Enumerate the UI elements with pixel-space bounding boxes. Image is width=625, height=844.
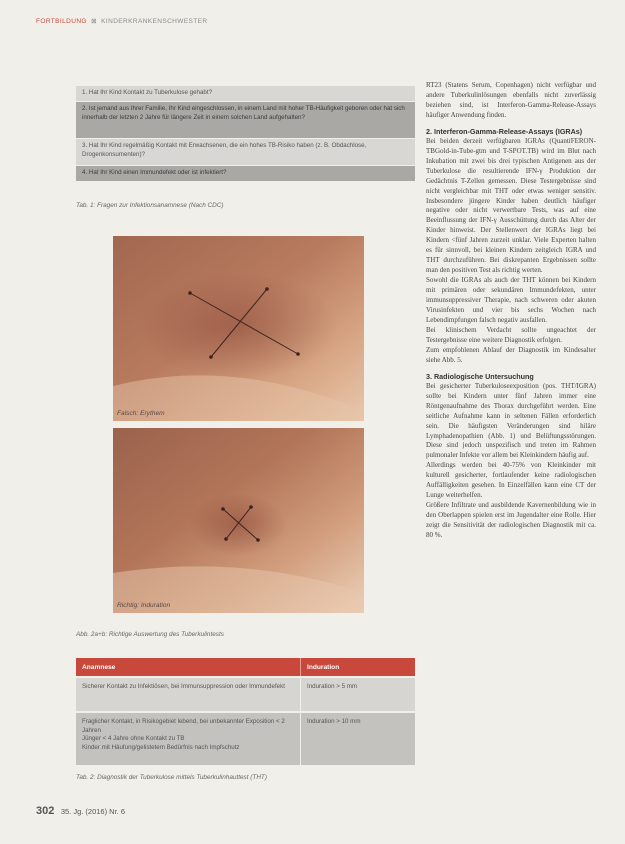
body-text-column	[426, 81, 596, 541]
paragraph: Bei klinischem Verdacht sollte ungeachtet der Testergebnisse eine weitere Diagnostik erfolgen.	[426, 325, 596, 344]
table-row	[76, 713, 415, 765]
photo1-label: Falsch: Erythem	[117, 410, 165, 417]
paragraph: RT23 (Statens Serum, Copenhagen) nicht verfügbar und andere Tuberkulinlösungen ebenfalls nicht zuverlässig beziehen sind, ist Interferon-Gamma-Release-Assays häufiger Anwendung finden.	[426, 81, 596, 119]
photo2-label: Richtig: Induration	[117, 602, 171, 609]
question-row: 2. Ist jemand aus Ihrer Familie, Ihr Kind eingeschlossen, in einem Land mit hoher TB-Häufigkeit geboren oder hat sich innerhalb der letzten 2 Jahre für längere Zeit in einem solchen Land aufgehalten?	[76, 102, 415, 139]
header-separator-icon: ⊠	[91, 18, 97, 25]
paragraph: Zum empfohlenen Ablauf der Diagnostik im Kindesalter siehe Abb. 5.	[426, 345, 596, 364]
table-row	[76, 678, 415, 711]
page-number: 302	[36, 805, 55, 817]
header-anamnese: Anamnese	[82, 663, 116, 671]
question-row: 4. Hat Ihr Kind einen Immundefekt oder ist infektiert?	[76, 166, 415, 182]
cell-induration: Induration > 5 mm	[300, 678, 415, 711]
paragraph: Bei beiden derzeit verfügbaren IGRAs (QuantiFERON-TBGold-in-Tube-gtm und T-SPOT.TB) wird im Blut nach Inkubation mit zwei bis drei typischen Antigenen aus der Tuberkulose die resultierende IFN-γ Produktion der Gedächtnis T-Zellen gemessen. Diese Testergebnisse sind nicht vergleichbar mit THT oder etwas weniger sensitiv. Insbesondere jüngere Kinder haben deutlich häufiger negative oder nicht verwertbare Tests, was auf eine Beeinflussung der IFN-γ Ausschüttung durch das Alter der Kinder hinweist. Der Stellenwert der IGRAs liegt bei Kindern <fünf Jahren zurzeit unklar. Viele Experten halten es für sinnvoll, bei kleinen Kindern zeitgleich IGRA und THT durchzuführen. Bei diskrepanten Ergebnissen sollte man den positiven Test als richtig werten.	[426, 136, 596, 275]
cell-anamnese: Fraglicher Kontakt, in Risikogebiet lebend, bei unbekannter Exposition < 2 Jahren Jünger < 4 Jahre ohne Kontakt zu TB Kinder mit Häufung/gelistetem Bedürfnis nach Impfschutz	[82, 718, 285, 751]
table-header-row	[76, 658, 415, 676]
section-heading: 2. Interferon-Gamma-Release-Assays (IGRAs)	[426, 126, 583, 136]
table1-caption: Tab. 1: Fragen zur Infektionsanamnese (Nach CDC)	[76, 202, 224, 209]
cell-anamnese: Sicherer Kontakt zu Infektiösen, bei Immunsuppression oder Immundefekt	[82, 683, 285, 690]
paragraph: Allerdings werden bei 40-75% von Kleinkinder mit kulturell gesicherter, fortlaufender keine radiologischen Auffälligkeiten gesehen. In Einzelfällen kann eine CT der Lunge weiterhelfen.	[426, 461, 596, 500]
cell-induration: Induration > 10 mm	[300, 713, 415, 765]
running-header	[36, 17, 208, 25]
paragraph: Bei gesicherter Tuberkuloseexposition (pos. THT/IGRA) sollte bei Kindern unter fünf Jahren immer eine Röntgenaufnahme des Thorax durchgeführt werden. Eine seitliche Aufnahme kann in seltenen Fällen erforderlich sein. Die häufigsten Veränderungen sind hiläre Lymphadenopathien (Abb. 1) und Belüftungsstörungen. Diese sind jedoch unspezifisch und treten im Rahmen pulmonaler Infekte vor allem bei Kleinkindern häufig auf.	[426, 381, 596, 460]
photo-induration	[113, 428, 364, 613]
header-topic: KINDERKRANKENSCHWESTER	[101, 18, 208, 25]
question-row: 1. Hat Ihr Kind Kontakt zu Tuberkulose gehabt?	[76, 86, 415, 102]
header-section: FORTBILDUNG	[36, 18, 87, 25]
paragraph: Größere Infiltrate und ausbildende Kavernenbildung wie in den Oberlappen spielen erst im Jugendalter eine Rolle. Hier zeigt die Sensitivität der radiologischen Diagnostik mit ca. 80 %.	[426, 501, 596, 540]
table2-caption: Tab. 2: Diagnostik der Tuberkulose mittels Tuberkulinhauttest (THT)	[76, 774, 267, 781]
photo-erythema	[113, 236, 364, 421]
paragraph: Sowohl die IGRAs als auch der THT können bei Kindern mit primären oder sekundären Immundefekten, unter immunsuppressiver Therapie, nach schweren oder akuten Virusinfekten und vier bis sechs Wochen nach Lebendimpfungen falsch negativ ausfallen.	[426, 276, 596, 324]
issue-info: 35. Jg. (2016) Nr. 6	[60, 807, 126, 816]
figure-caption: Abb. 2a+b: Richtige Auswertung des Tuberkulintests	[76, 631, 224, 638]
section-heading: 3. Radiologische Untersuchung	[426, 371, 534, 381]
question-table	[76, 86, 415, 182]
diagnostic-table	[76, 658, 415, 765]
page-footer	[36, 801, 125, 819]
header-induration: Induration	[300, 658, 415, 676]
question-row: 3. Hat Ihr Kind regelmäßig Kontakt mit Erwachsenen, die ein hohes TB-Risiko haben (z. B. Obdachlose, Drogenkonsumenten)?	[76, 139, 415, 166]
